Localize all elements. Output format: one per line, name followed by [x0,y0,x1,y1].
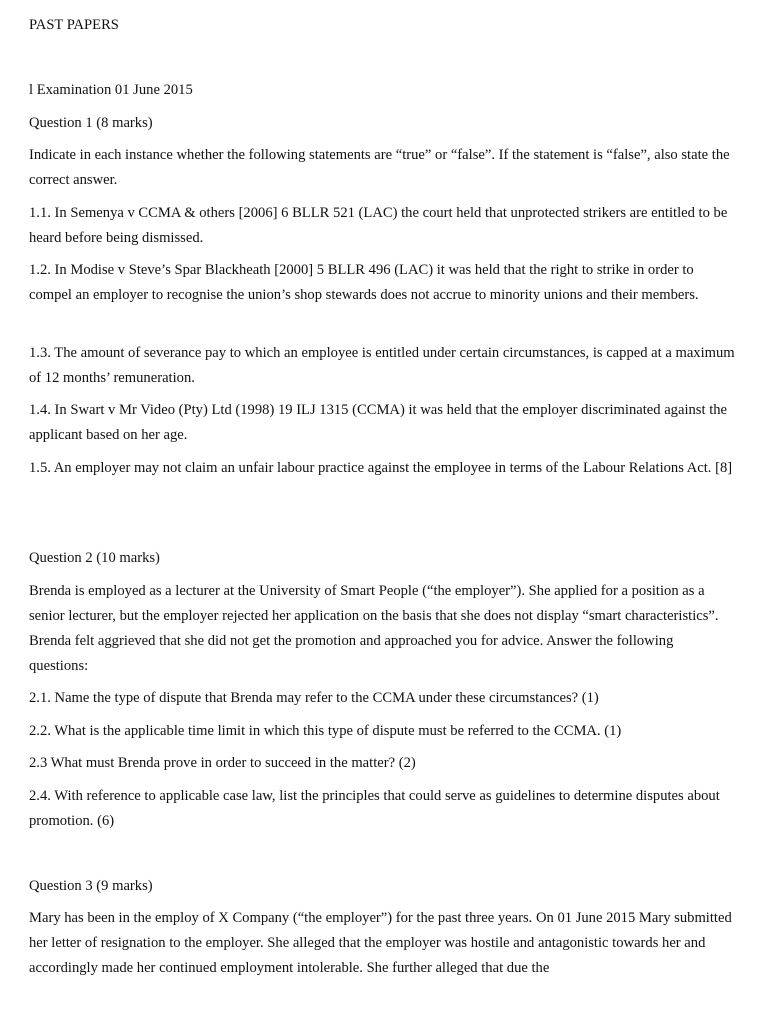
question-1-item: 1.1. In Semenya v CCMA & others [2006] 6 BLLR 521 (LAC) the court held that unprotected strikers are entitled to be heard before being dismissed. [29,205,728,246]
question-2-heading: Question 2 (10 marks) [29,550,160,566]
question-2-intro: Brenda is employed as a lecturer at the University of Smart People (“the employer”). She applied for a position as a senior lecturer, but the employer rejected her application on the basis that she does not display “smart characteristics”. Brenda felt aggrieved that she did not get the promotion and approached you for advice. Answer the following questions: [29,583,719,674]
question-1-heading: Question 1 (8 marks) [29,115,153,131]
question-1-item: 1.4. In Swart v Mr Video (Pty) Ltd (1998) 19 ILJ 1315 (CCMA) it was held that the employer discriminated against the applicant based on her age. [29,402,728,443]
question-2-item: 2.1. Name the type of dispute that Brenda may refer to the CCMA under these circumstances? (1) [29,690,599,706]
exam-date-line: l Examination 01 June 2015 [29,82,193,98]
question-1-item: 1.3. The amount of severance pay to which an employee is entitled under certain circumstances, is capped at a maximum of 12 months’ remuneration. [29,345,735,386]
document-title: PAST PAPERS [29,17,119,33]
question-1-item: 1.2. In Modise v Steve’s Spar Blackheath [2000] 5 BLLR 496 (LAC) it was held that the right to strike in order to compel an employer to recognise the union’s shop stewards does not accrue to minority unions and their members. [29,262,699,303]
question-2-item: 2.4. With reference to applicable case law, list the principles that could serve as guidelines to determine disputes about promotion. (6) [29,788,720,829]
question-3-intro: Mary has been in the employ of X Company (“the employer”) for the past three years. On 01 June 2015 Mary submitted her letter of resignation to the employer. She alleged that the employer was hostile and antagonistic towards her and accordingly made her continued employment intolerable. She further alleged that due the [29,910,732,976]
question-2-item: 2.2. What is the applicable time limit in which this type of dispute must be referred to the CCMA. (1) [29,723,622,739]
question-2-item: 2.3 What must Brenda prove in order to succeed in the matter? (2) [29,755,416,771]
question-3-heading: Question 3 (9 marks) [29,878,153,894]
question-1-intro: Indicate in each instance whether the following statements are “true” or “false”. If the statement is “false”, also state the correct answer. [29,147,730,188]
question-1-item: 1.5. An employer may not claim an unfair labour practice against the employee in terms of the Labour Relations Act. [8] [29,460,733,476]
